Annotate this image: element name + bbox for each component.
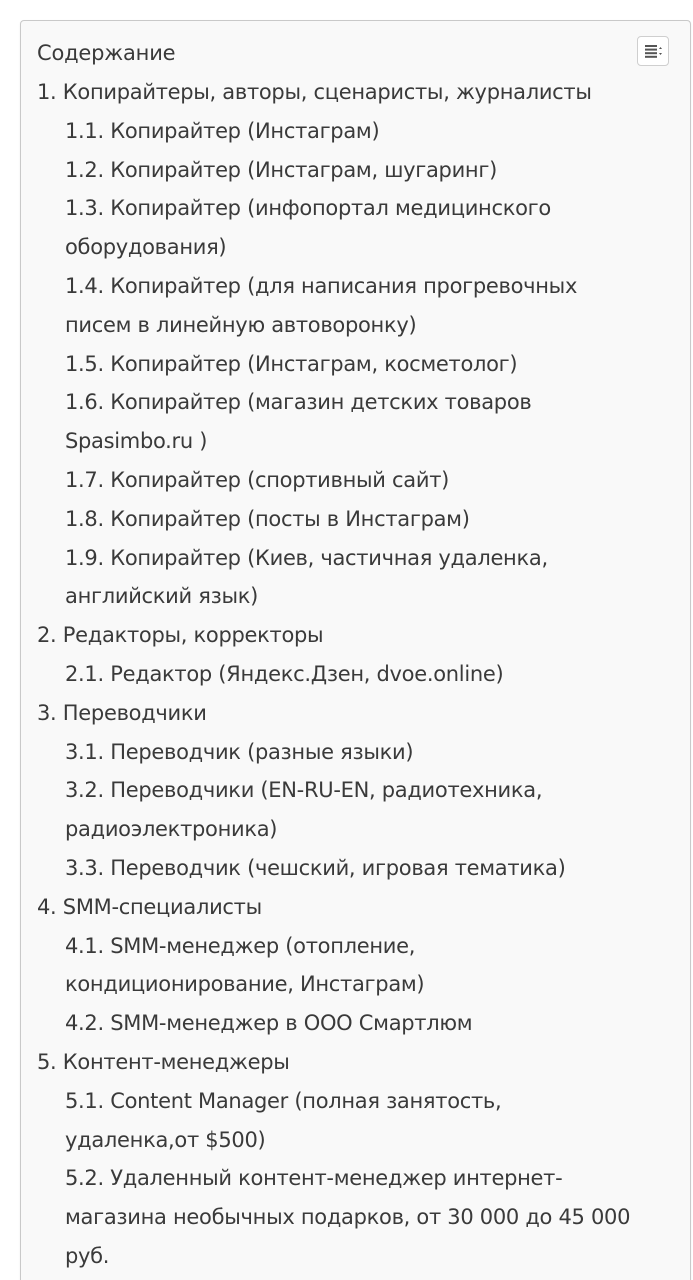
toc-link[interactable]: английский язык): [65, 584, 259, 609]
toc-title: Содержание: [37, 41, 176, 65]
toc-subsection-item: [37, 267, 682, 306]
toc-subsection-item: [37, 422, 682, 461]
toc-subsection-item: [37, 655, 682, 694]
toc-subsection-item: [37, 927, 682, 966]
toc-link[interactable]: 4. SMM-специалисты: [37, 894, 262, 919]
toc-link[interactable]: оборудования): [65, 235, 227, 260]
toc-link[interactable]: 1.9. Копирайтер (Киев, частичная удаленка,: [65, 545, 548, 570]
toc-subsection-item: [37, 810, 682, 849]
toc-link[interactable]: 5.1. Content Manager (полная занятость,: [65, 1088, 502, 1113]
toc-subsection-item: [37, 577, 682, 616]
toc-link[interactable]: 2.1. Редактор (Яндекс.Дзен, dvoe.online): [65, 661, 504, 686]
toc-subsection-item: [37, 112, 682, 151]
toc-link[interactable]: 1.6. Копирайтер (магазин детских товаров: [65, 390, 532, 415]
toc-link[interactable]: 1.3. Копирайтер (инфопортал медицинского: [65, 196, 551, 221]
toc-link[interactable]: 3.2. Переводчики (EN-RU-EN, радиотехника,: [65, 778, 543, 803]
toc-link[interactable]: 2. Редакторы, корректоры: [37, 623, 324, 648]
toc-subsection-item: [37, 1004, 682, 1043]
toc-toggle-button[interactable]: [637, 36, 669, 66]
toc-link[interactable]: 5.2. Удаленный контент-менеджер интернет-: [65, 1166, 563, 1191]
toc-section-item: [37, 694, 682, 733]
toc-link[interactable]: 3. Переводчики: [37, 700, 207, 725]
toc-link[interactable]: 5. Контент-менеджеры: [37, 1049, 290, 1074]
toc-link[interactable]: 4.2. SMM-менеджер в ООО Смартлюм: [65, 1011, 473, 1036]
toc-link[interactable]: 1.4. Копирайтер (для написания прогревочных: [65, 273, 578, 298]
toc-link[interactable]: 1. Копирайтеры, авторы, сценаристы, журналисты: [37, 80, 592, 104]
toc-link[interactable]: руб.: [65, 1243, 110, 1268]
toc-link[interactable]: удаленка,от $500): [65, 1127, 266, 1152]
toc-link[interactable]: 3.3. Переводчик (чешский, игровая тематика): [65, 855, 566, 880]
toc-link[interactable]: магазина необычных подарков, от 30 000 до 45 000: [65, 1205, 631, 1230]
toc-subsection-item: [37, 1082, 682, 1121]
toc-link[interactable]: 1.5. Копирайтер (Инстаграм, косметолог): [65, 351, 518, 376]
toc-link[interactable]: Spasimbo.ru ): [65, 429, 208, 454]
table-of-contents: [20, 20, 691, 1280]
toc-subsection-item: [37, 965, 682, 1004]
toc-subsection-item: [37, 539, 682, 578]
toc-link[interactable]: писем в линейную автоворонку): [65, 312, 417, 337]
toc-subsection-item: [37, 1237, 682, 1276]
toc-link[interactable]: 1.8. Копирайтер (посты в Инстаграм): [65, 506, 470, 531]
toc-section-item: [37, 888, 682, 927]
toc-subsection-item: [37, 1121, 682, 1160]
toc-link[interactable]: 3.1. Переводчик (разные языки): [65, 739, 414, 764]
toc-section-item: [37, 73, 682, 112]
toc-subsection-item: [37, 733, 682, 772]
toc-subsection-item: [37, 345, 682, 384]
toc-section-item: [37, 1043, 682, 1082]
toc-subsection-item: [37, 189, 682, 228]
toc-link[interactable]: 1.1. Копирайтер (Инстаграм): [65, 118, 380, 143]
toc-subsection-item: [37, 1159, 682, 1198]
toc-section-item: [37, 616, 682, 655]
toc-list: [37, 73, 682, 1276]
toc-link[interactable]: кондиционирование, Инстаграм): [65, 972, 425, 997]
toc-subsection-item: [37, 1198, 682, 1237]
toc-subsection-item: [37, 228, 682, 267]
toc-subsection-item: [37, 306, 682, 345]
toc-link[interactable]: 1.7. Копирайтер (спортивный сайт): [65, 467, 450, 492]
toc-subsection-item: [37, 500, 682, 539]
toc-link[interactable]: 1.2. Копирайтер (Инстаграм, шугаринг): [65, 157, 497, 182]
toc-link[interactable]: радиоэлектроника): [65, 817, 278, 842]
toc-subsection-item: [37, 849, 682, 888]
toc-subsection-item: [37, 771, 682, 810]
toc-subsection-item: [37, 461, 682, 500]
toc-subsection-item: [37, 151, 682, 190]
toc-link[interactable]: 4.1. SMM-менеджер (отопление,: [65, 933, 416, 958]
toc-subsection-item: [37, 383, 682, 422]
